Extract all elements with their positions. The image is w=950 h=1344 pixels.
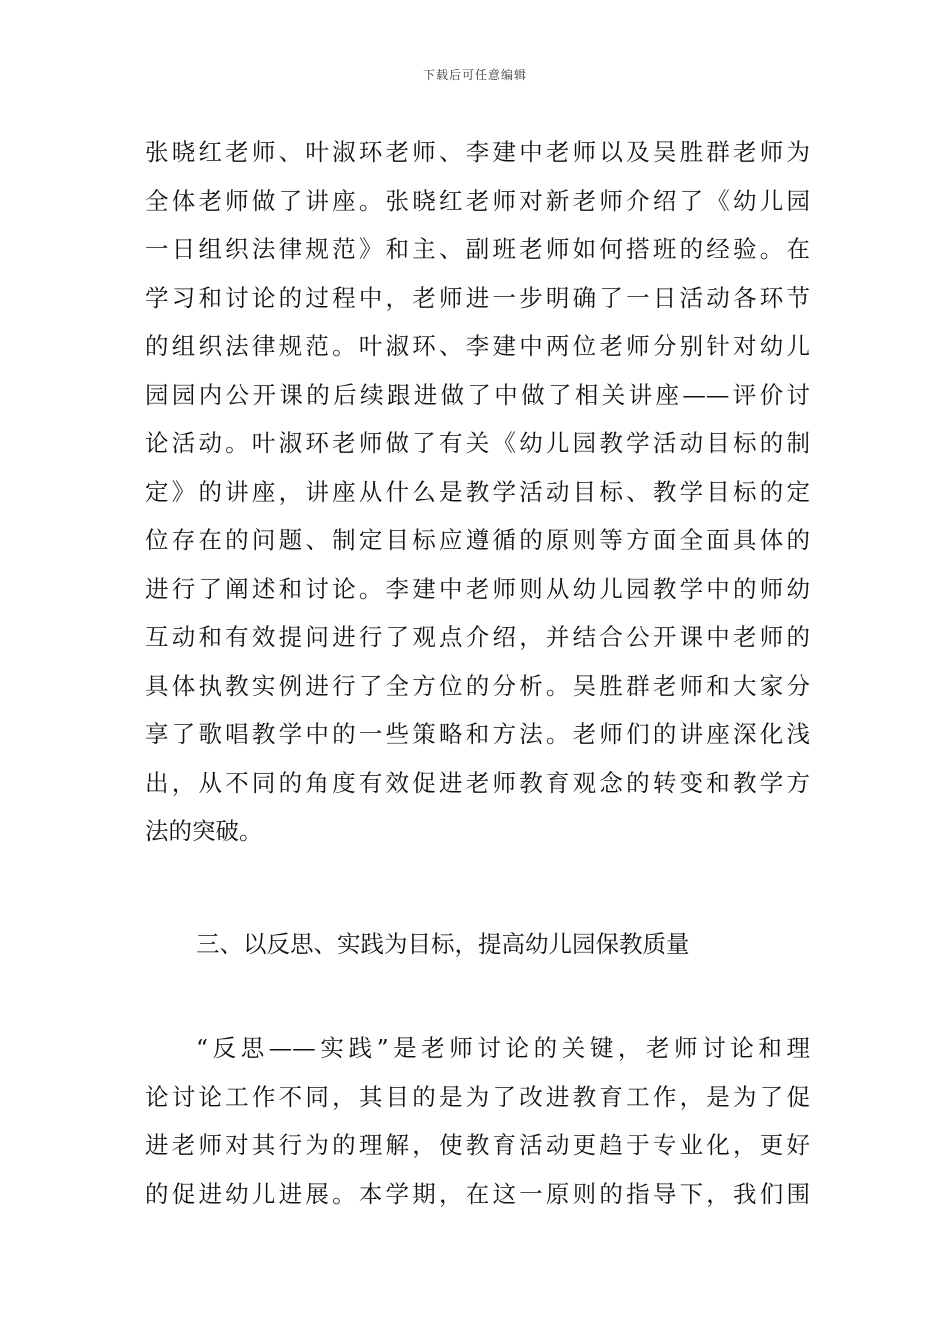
paragraph-lecture-summary: [145, 128, 810, 856]
paragraph-line: 学习和讨论的过程中，老师进一步明确了一日活动各环节: [145, 283, 810, 312]
paragraph-line: 的促进幼儿进展。本学期，在这一原则的指导下，我们围: [145, 1179, 810, 1208]
paragraph-line: 全体老师做了讲座。张晓红老师对新老师介绍了《幼儿园: [145, 186, 810, 215]
paragraph-line: 进老师对其行为的理解，使教育活动更趋于专业化，更好: [145, 1131, 810, 1159]
paragraph-line: 论活动。叶淑环老师做了有关《幼儿园教学活动目标的制: [145, 429, 810, 457]
paragraph-line: 具体执教实例进行了全方位的分析。吴胜群老师和大家分: [145, 671, 810, 700]
paragraph-line: 法的突破。: [145, 817, 263, 845]
paragraph-line: 园园内公开课的后续跟进做了中做了相关讲座——评价讨: [145, 380, 810, 409]
paragraph-line: “反思——实践”是老师讨论的关键，老师讨论和理: [196, 1034, 810, 1062]
section-heading: 三、以反思、实践为目标，提高幼儿园保教质量: [196, 930, 690, 958]
paragraph-line: 论讨论工作不同，其目的是为了改进教育工作，是为了促: [145, 1082, 810, 1111]
paragraph-line: 互动和有效提问进行了观点介绍，并结合公开课中老师的: [145, 623, 810, 651]
paragraph-line: 定》的讲座，讲座从什么是教学活动目标、教学目标的定: [145, 477, 810, 506]
paragraph-line: 的组织法律规范。叶淑环、李建中两位老师分别针对幼儿: [145, 332, 810, 360]
paragraph-line: 进行了阐述和讨论。李建中老师则从幼儿园教学中的师幼: [145, 574, 810, 603]
paragraph-line: 位存在的问题、制定目标应遵循的原则等方面全面具体的: [145, 526, 810, 554]
paragraph-line: 出，从不同的角度有效促进老师教育观念的转变和教学方: [145, 768, 810, 797]
paragraph-line: 享了歌唱教学中的一些策略和方法。老师们的讲座深化浅: [145, 720, 810, 748]
header-note: 下载后可任意编辑: [422, 68, 527, 82]
paragraph-line: 一日组织法律规范》和主、副班老师如何搭班的经验。在: [145, 235, 810, 263]
paragraph-reflection-practice: [145, 1024, 810, 1218]
paragraph-line: 张晓红老师、叶淑环老师、李建中老师以及吴胜群老师为: [145, 138, 810, 166]
